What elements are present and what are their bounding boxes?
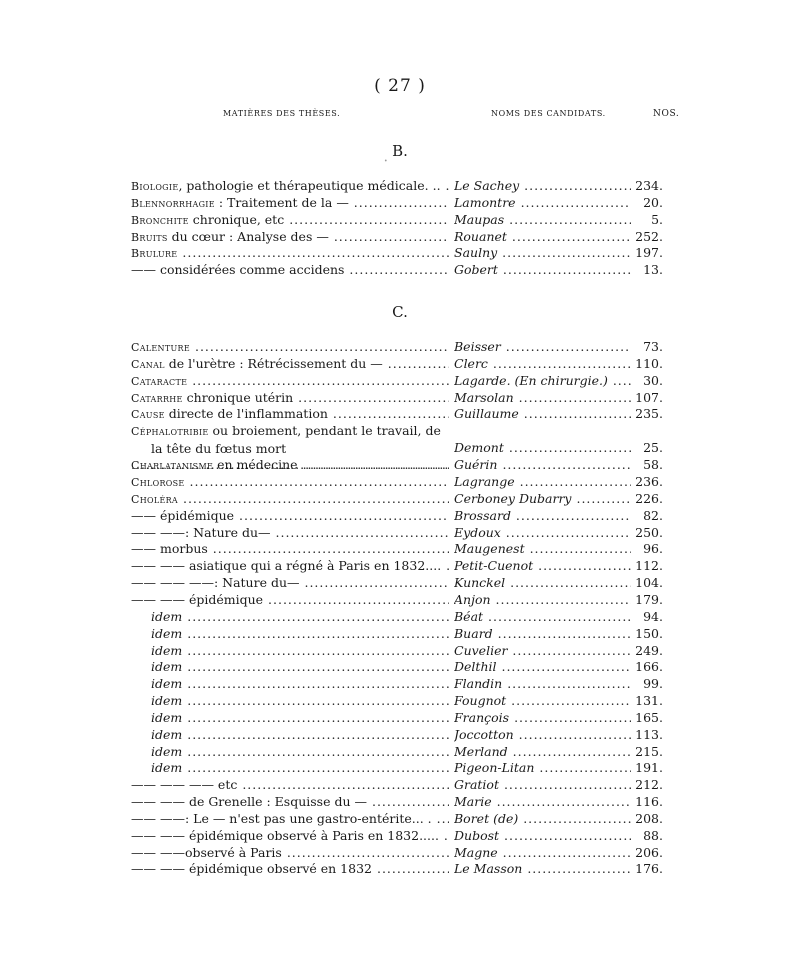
entry-subject <box>131 693 449 710</box>
index-entry <box>131 777 663 794</box>
entry-number: 110. <box>631 356 663 373</box>
entry-number: 212. <box>631 777 663 794</box>
entry-subject <box>131 626 449 643</box>
entry-text: chronique utérin <box>182 389 294 405</box>
entry-subject <box>131 373 449 391</box>
entry-number: 5. <box>631 212 663 229</box>
entry-text: —— morbus <box>131 541 208 557</box>
entry-subject <box>131 609 449 626</box>
index-entry <box>131 390 663 407</box>
entry-candidate: Guillaume ..... <box>454 406 632 423</box>
ink-mark: • <box>384 158 388 165</box>
entry-candidate: François ..... <box>454 710 632 727</box>
entry-number: 73. <box>631 339 663 356</box>
entry-subject <box>131 659 449 676</box>
entry-subject <box>131 710 449 727</box>
entry-subject <box>131 558 449 575</box>
entry-text: —— —— épidémique observé en 1832 <box>131 861 372 877</box>
entry-text: —— —— —— etc <box>131 777 238 793</box>
entry-candidate: Gobert ..... <box>454 262 632 279</box>
entry-subject <box>131 491 449 509</box>
index-entry <box>131 406 663 423</box>
entry-lead-word: Céphalotribie <box>131 425 209 439</box>
entry-number: 176. <box>631 861 663 878</box>
entry-candidate: Cerboney Dubarry ..... <box>454 491 632 508</box>
entry-candidate: Le Sachey ..... <box>454 178 632 195</box>
entry-subject <box>131 861 449 878</box>
entry-text: —— considérées comme accidens <box>131 262 345 278</box>
entry-candidate: Guérin ..... <box>454 457 632 474</box>
entry-subject <box>131 760 449 777</box>
entry-number: 215. <box>631 744 663 761</box>
index-entry <box>131 744 663 761</box>
index-entry <box>131 212 663 229</box>
index-entry <box>131 339 663 356</box>
entry-subject <box>131 575 449 592</box>
entry-idem: idem <box>151 709 183 725</box>
entry-number: 208. <box>631 811 663 828</box>
entry-idem: idem <box>151 743 183 759</box>
entry-idem: idem <box>151 760 183 776</box>
entry-lead-word: Chlorose <box>131 476 185 490</box>
entry-number: 249. <box>631 643 663 660</box>
section-letter-c: C. <box>392 303 408 321</box>
entry-number: 235. <box>631 406 663 423</box>
index-entry <box>131 794 663 811</box>
entry-candidate: Lamontre ..... <box>454 195 632 212</box>
entry-lead-word: Charlatanisme <box>131 459 214 473</box>
entry-subject <box>131 676 449 693</box>
entry-number: 88. <box>631 828 663 845</box>
entry-lead-word: Calenture <box>131 341 190 354</box>
entry-candidate: Béat ..... <box>454 609 632 626</box>
entry-number: 13. <box>631 262 663 279</box>
entry-candidate: Boret (de) ..... <box>454 811 632 828</box>
entry-subject <box>131 828 449 845</box>
header-numbers: NOS. <box>653 109 680 119</box>
index-entry <box>131 861 663 878</box>
entry-lead-word: Canal <box>131 357 165 371</box>
entry-subject <box>131 592 449 609</box>
entry-candidate: Maupas ..... <box>454 212 632 229</box>
entry-candidate: Lagrange ..... <box>454 474 632 491</box>
entry-subject <box>131 457 449 475</box>
entry-lead-word: Bronchite <box>131 213 189 227</box>
entry-number: 250. <box>631 525 663 542</box>
entry-text: ou broiement, pendant le travail, de <box>208 423 441 439</box>
entry-number: 197. <box>631 245 663 262</box>
entry-idem: idem <box>151 642 183 658</box>
index-entry <box>131 373 663 390</box>
index-entry <box>131 245 663 262</box>
entry-text: : Traitement de la — <box>214 194 349 210</box>
entry-lead-word: Biologie <box>131 180 179 193</box>
entry-number: 94. <box>631 609 663 626</box>
section-b-entries <box>131 178 663 279</box>
entry-subject <box>131 541 449 558</box>
index-entry <box>131 575 663 592</box>
entry-lead-word: Choléra <box>131 492 179 506</box>
header-subjects: MATIÈRES DES THÈSES. <box>223 109 341 118</box>
index-entry <box>131 693 663 710</box>
entry-lead-word: Brulure <box>131 247 178 261</box>
entry-lead-word: Catarrhe <box>131 391 183 405</box>
index-entry <box>131 845 663 862</box>
entry-number: 226. <box>631 491 663 508</box>
entry-idem: idem <box>151 608 183 624</box>
entry-text: du cœur : Analyse des — <box>167 228 329 244</box>
entry-candidate: Marsolan ..... <box>454 390 632 407</box>
index-entry <box>131 676 663 693</box>
entry-candidate: Magne ..... <box>454 845 632 862</box>
entry-candidate: Brossard ..... <box>454 508 632 525</box>
entry-candidate: Flandin ..... <box>454 676 632 693</box>
index-entry <box>131 760 663 777</box>
index-entry <box>131 643 663 660</box>
entry-idem: idem <box>151 659 183 675</box>
entry-number: 25. <box>631 440 663 457</box>
entry-candidate: Kunckel ..... <box>454 575 632 592</box>
entry-number: 166. <box>631 659 663 676</box>
entry-subject <box>131 474 449 492</box>
index-entry <box>131 229 663 246</box>
entry-candidate: Lagarde. (En chirurgie.) ..... <box>454 373 632 390</box>
entry-text: —— —— ——: Nature du— <box>131 575 300 591</box>
entry-candidate: Maugenest ..... <box>454 541 632 558</box>
entry-subject <box>131 525 449 542</box>
entry-text: —— ——: Nature du— <box>131 524 271 540</box>
index-entry <box>131 592 663 609</box>
entry-subject <box>131 643 449 660</box>
entry-number: 116. <box>631 794 663 811</box>
entry-subject <box>131 845 449 862</box>
index-entry <box>131 727 663 744</box>
entry-number: 150. <box>631 626 663 643</box>
entry-candidate: Cuvelier ..... <box>454 643 632 660</box>
entry-lead-word: Cataracte <box>131 374 188 388</box>
entry-number: 96. <box>631 541 663 558</box>
entry-candidate: Delthil ..... <box>454 659 632 676</box>
entry-number: 30. <box>631 373 663 390</box>
entry-subject <box>131 727 449 744</box>
entry-subject <box>131 508 449 525</box>
entry-subject <box>131 390 449 408</box>
entry-subject <box>131 811 449 828</box>
entry-text: —— —— asiatique qui a régné à Paris en 1832.... <box>131 558 442 574</box>
entry-candidate: Petit-Cuenot ..... <box>454 558 632 575</box>
entry-lead-word: Bruits <box>131 230 168 244</box>
index-entry <box>131 474 663 491</box>
entry-candidate: Marie ..... <box>454 794 632 811</box>
index-entry <box>131 195 663 212</box>
index-entry <box>131 178 663 195</box>
entry-candidate: Dubost ..... <box>454 828 632 845</box>
entry-number: 112. <box>631 558 663 575</box>
entry-number: 236. <box>631 474 663 491</box>
entry-text: de l'urètre : Rétrécissement du — <box>164 355 383 371</box>
section-c-entries <box>131 339 663 878</box>
entry-idem: idem <box>151 625 183 641</box>
entry-lead-word: Cause <box>131 408 165 422</box>
entry-candidate: Fougnot ..... <box>454 693 632 710</box>
entry-candidate: Beisser ..... <box>454 339 632 356</box>
entry-number: 252. <box>631 229 663 246</box>
entry-number: 107. <box>631 390 663 407</box>
entry-continuation: la tête du fœtus mort ..... <box>131 441 449 473</box>
entry-text: directe de l'inflammation <box>164 406 328 422</box>
entry-candidate: Rouanet ..... <box>454 229 632 246</box>
entry-subject <box>131 262 449 279</box>
entry-number: 206. <box>631 845 663 862</box>
index-entry <box>131 525 663 542</box>
index-entry <box>131 828 663 845</box>
entry-candidate: Demont ..... <box>454 440 632 457</box>
entry-subject <box>131 245 449 263</box>
index-entry <box>131 423 663 457</box>
entry-number: 113. <box>631 727 663 744</box>
entry-idem: idem <box>151 693 183 709</box>
entry-number: 99. <box>631 676 663 693</box>
index-entry <box>131 262 663 279</box>
entry-subject <box>131 356 449 374</box>
index-entry <box>131 626 663 643</box>
entry-subject <box>131 195 449 213</box>
entry-candidate: Eydoux ..... <box>454 525 632 542</box>
section-letter-b: B. <box>392 142 408 160</box>
index-entry <box>131 457 663 474</box>
entry-subject <box>131 406 449 424</box>
index-entry <box>131 811 663 828</box>
entry-subject <box>131 212 449 230</box>
entry-candidate: Le Masson ..... <box>454 861 632 878</box>
entry-text: chronique, etc <box>188 211 285 227</box>
entry-candidate: Buard ..... <box>454 626 632 643</box>
index-entry <box>131 659 663 676</box>
entry-lead-word: Blennorrhagie <box>131 196 215 210</box>
index-entry <box>131 508 663 525</box>
entry-text: , pathologie et thérapeutique médicale. .. <box>178 178 441 193</box>
entry-subject <box>131 178 449 196</box>
entry-number: 104. <box>631 575 663 592</box>
entry-idem: idem <box>151 726 183 742</box>
entry-candidate: Joccotton ..... <box>454 727 632 744</box>
entry-candidate: Pigeon-Litan ..... <box>454 760 632 777</box>
entry-candidate: Clerc ..... <box>454 356 632 373</box>
entry-text: —— épidémique <box>131 507 235 523</box>
page-number: ( 27 ) <box>374 76 426 96</box>
entry-number: 234. <box>631 178 663 195</box>
entry-candidate: Merland ..... <box>454 744 632 761</box>
entry-subject <box>131 339 449 357</box>
entry-text: —— —— épidémique <box>131 591 264 607</box>
index-entry <box>131 356 663 373</box>
entry-candidate: Gratiot ..... <box>454 777 632 794</box>
entry-number: 179. <box>631 592 663 609</box>
entry-number: 82. <box>631 508 663 525</box>
entry-text: —— —— épidémique observé à Paris en 1832..... <box>131 827 439 843</box>
entry-idem: idem <box>151 676 183 692</box>
entry-text: —— ——: Le — n'est pas une gastro-entérite... . <box>131 810 432 826</box>
entry-text: —— —— de Grenelle : Esquisse du — <box>131 794 367 810</box>
index-entry <box>131 541 663 558</box>
entry-subject <box>131 777 449 794</box>
entry-number: 165. <box>631 710 663 727</box>
index-entry <box>131 710 663 727</box>
entry-number: 131. <box>631 693 663 710</box>
entry-subject <box>131 744 449 761</box>
entry-number: 58. <box>631 457 663 474</box>
index-entry <box>131 609 663 626</box>
entry-candidate: Saulny ..... <box>454 245 632 262</box>
index-entry <box>131 491 663 508</box>
entry-subject <box>131 229 449 247</box>
entry-candidate: Anjon ..... <box>454 592 632 609</box>
header-candidates: NOMS DES CANDIDATS. <box>491 109 606 118</box>
entry-text: —— ——observé à Paris <box>131 844 282 860</box>
index-entry <box>131 558 663 575</box>
entry-text: en médecine <box>213 457 298 473</box>
entry-number: 191. <box>631 760 663 777</box>
entry-subject <box>131 794 449 811</box>
entry-number: 20. <box>631 195 663 212</box>
